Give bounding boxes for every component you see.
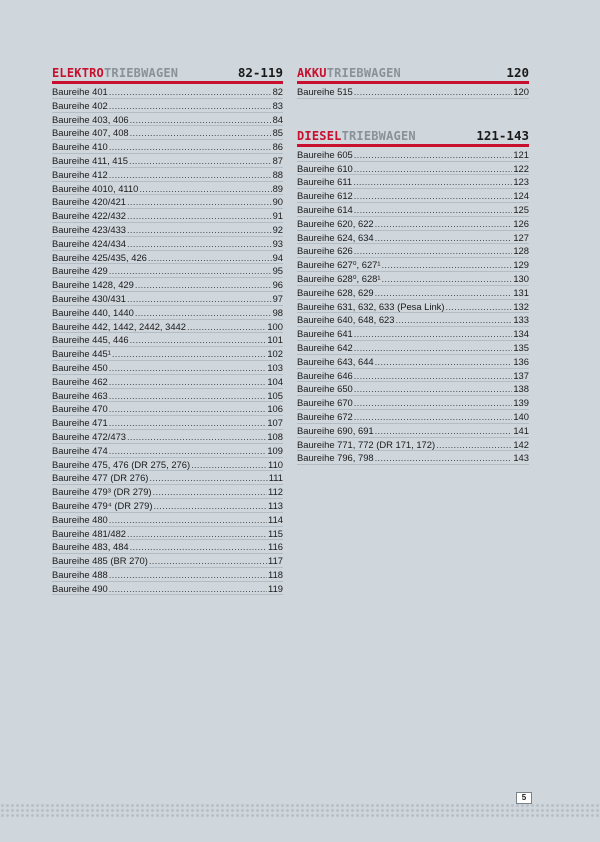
- entry-name: Baureihe 410: [52, 141, 108, 153]
- entry-list: [52, 85, 283, 595]
- toc-entry[interactable]: [297, 162, 529, 176]
- entry-name: Baureihe 796, 798: [297, 452, 374, 464]
- dot-leader: [354, 162, 513, 176]
- toc-entry[interactable]: [52, 568, 283, 582]
- section-title-suffix: TRIEBWAGEN: [103, 66, 179, 80]
- entry-name: Baureihe 429: [52, 265, 108, 277]
- toc-entry[interactable]: [52, 182, 283, 196]
- dot-leader: [139, 182, 271, 196]
- entry-page: 109: [267, 444, 283, 456]
- entry-page: 101: [267, 334, 283, 346]
- entry-page: 140: [513, 410, 529, 422]
- toc-entry[interactable]: [297, 438, 529, 452]
- page-number: 5: [516, 792, 532, 804]
- entry-name: Baureihe 402: [52, 99, 108, 111]
- entry-name: Baureihe 620, 622: [297, 217, 374, 229]
- dot-leader: [354, 410, 513, 424]
- entry-name: Baureihe 631, 632, 633 (Pesa Link): [297, 300, 445, 312]
- toc-entry[interactable]: [297, 382, 529, 396]
- toc-entry[interactable]: [52, 485, 283, 499]
- entry-name: Baureihe 614: [297, 203, 353, 215]
- entry-name: Baureihe 477 (DR 276): [52, 472, 149, 484]
- entry-page: 114: [268, 513, 283, 525]
- entry-name: Baureihe 440, 1440: [52, 306, 134, 318]
- entry-name: Baureihe 463: [52, 389, 108, 401]
- entry-page: 90: [272, 196, 283, 208]
- entry-name: Baureihe 474: [52, 444, 108, 456]
- section-title-suffix: TRIEBWAGEN: [326, 66, 401, 80]
- dot-leader: [109, 168, 272, 182]
- entry-name: Baureihe 690, 691: [297, 424, 374, 436]
- dot-leader: [395, 313, 512, 327]
- entry-page: 88: [272, 168, 283, 180]
- entry-page: 100: [267, 320, 283, 332]
- dot-leader: [109, 264, 272, 278]
- entry-page: 113: [268, 499, 283, 511]
- entry-name: Baureihe 626: [297, 245, 353, 257]
- toc-entry[interactable]: [297, 410, 529, 424]
- entry-name: Baureihe 771, 772 (DR 171, 172): [297, 438, 436, 450]
- toc-entry[interactable]: [297, 341, 529, 355]
- entry-name: Baureihe 483, 484: [52, 541, 129, 553]
- entry-page: 94: [272, 251, 283, 263]
- dot-leader: [135, 306, 272, 320]
- toc-entry[interactable]: [52, 237, 283, 251]
- toc-entry[interactable]: [297, 258, 529, 272]
- entry-name: Baureihe 425/435, 426: [52, 251, 147, 263]
- entry-page: 86: [272, 141, 283, 153]
- entry-name: Baureihe 628⁰, 628¹: [297, 272, 381, 284]
- entry-name: Baureihe 643, 644: [297, 355, 374, 367]
- entry-name: Baureihe 445, 446: [52, 334, 129, 346]
- entry-name: Baureihe 610: [297, 162, 353, 174]
- entry-page: 93: [272, 237, 283, 249]
- entry-name: Baureihe 475, 476 (DR 275, 276): [52, 458, 191, 470]
- dot-leader: [127, 430, 266, 444]
- dot-leader: [127, 209, 272, 223]
- entry-name: Baureihe 420/421: [52, 196, 127, 208]
- dot-leader: [354, 189, 513, 203]
- dot-leader: [375, 217, 513, 231]
- toc-entry[interactable]: [52, 154, 283, 168]
- entry-page: 85: [272, 127, 283, 139]
- entry-name: Baureihe 650: [297, 383, 353, 395]
- entry-name: Baureihe 423/433: [52, 223, 127, 235]
- dot-leader: [354, 203, 513, 217]
- entry-page: 98: [272, 306, 283, 318]
- dot-leader: [109, 582, 267, 596]
- toc-entry[interactable]: [52, 140, 283, 154]
- entry-name: Baureihe 642: [297, 341, 353, 353]
- entry-page: 118: [268, 568, 283, 580]
- toc-entry[interactable]: [297, 217, 529, 231]
- toc-entry[interactable]: [297, 148, 529, 162]
- toc-entry[interactable]: [52, 430, 283, 444]
- entry-page: 89: [272, 182, 283, 194]
- entry-page: 110: [268, 458, 283, 470]
- section-page-range: 120: [506, 65, 529, 80]
- entry-page: 138: [513, 383, 529, 395]
- dot-leader: [153, 499, 267, 513]
- toc-entry[interactable]: [297, 85, 529, 99]
- entry-name: Baureihe 485 (BR 270): [52, 555, 148, 567]
- entry-page: 130: [513, 272, 529, 284]
- entry-name: Baureihe 490: [52, 582, 108, 594]
- dot-leader: [127, 223, 272, 237]
- toc-entry[interactable]: [52, 223, 283, 237]
- entry-page: 105: [267, 389, 283, 401]
- toc-entry[interactable]: [297, 313, 529, 327]
- dot-leader: [130, 333, 267, 347]
- section-diesel: [297, 126, 529, 465]
- entry-page: 106: [267, 403, 283, 415]
- entry-name: Baureihe 445¹: [52, 348, 111, 360]
- entry-page: 102: [267, 348, 283, 360]
- entry-page: 136: [513, 355, 529, 367]
- entry-page: 139: [513, 397, 529, 409]
- entry-name: Baureihe 412: [52, 168, 108, 180]
- toc-entry[interactable]: [52, 499, 283, 513]
- entry-name: Baureihe 627⁰, 627¹: [297, 259, 381, 271]
- dot-leader: [127, 237, 272, 251]
- section-title-prefix: DIESEL: [297, 128, 342, 143]
- entry-page: 132: [513, 300, 529, 312]
- dot-leader: [149, 471, 267, 485]
- dot-leader: [354, 244, 513, 258]
- dot-leader: [375, 286, 513, 300]
- entry-page: 129: [513, 259, 529, 271]
- dot-leader: [354, 369, 513, 383]
- dot-leader: [127, 527, 267, 541]
- dot-leader: [382, 258, 513, 272]
- dot-leader: [375, 451, 513, 465]
- entry-name: Baureihe 471: [52, 417, 108, 429]
- entry-page: 82: [272, 86, 283, 97]
- section-title: [52, 66, 178, 80]
- toc-entry[interactable]: [52, 458, 283, 472]
- toc-entry[interactable]: [52, 264, 283, 278]
- entry-page: 123: [513, 176, 529, 188]
- entry-name: Baureihe 641: [297, 328, 353, 340]
- dot-leader: [354, 327, 513, 341]
- dot-leader: [375, 231, 513, 245]
- toc-entry[interactable]: [52, 513, 283, 527]
- toc-entry[interactable]: [297, 231, 529, 245]
- dot-leader: [109, 513, 267, 527]
- entry-page: 96: [272, 279, 283, 291]
- right-column: [297, 63, 529, 465]
- entry-page: 125: [513, 203, 529, 215]
- dot-leader: [382, 272, 513, 286]
- entry-name: Baureihe 605: [297, 148, 353, 160]
- dot-leader: [112, 347, 266, 361]
- entry-page: 128: [513, 245, 529, 257]
- toc-entry[interactable]: [297, 272, 529, 286]
- dot-leader: [375, 424, 513, 438]
- entry-name: Baureihe 472/473: [52, 430, 127, 442]
- entry-page: 119: [268, 582, 283, 594]
- dot-leader: [127, 292, 272, 306]
- section-header-akku: [297, 63, 529, 84]
- dot-leader: [109, 402, 267, 416]
- entry-name: Baureihe 450: [52, 361, 108, 373]
- section-title-prefix: AKKU: [297, 66, 327, 80]
- entry-page: 116: [268, 541, 283, 553]
- toc-entry[interactable]: [297, 327, 529, 341]
- toc-entry[interactable]: [297, 355, 529, 369]
- dot-leader: [109, 140, 272, 154]
- dot-leader: [187, 320, 266, 334]
- toc-entry[interactable]: [52, 99, 283, 113]
- entry-page: 111: [268, 472, 283, 484]
- section-page-range: 82-119: [237, 65, 283, 80]
- entry-page: 91: [272, 210, 283, 222]
- entry-name: Baureihe 470: [52, 403, 108, 415]
- entry-page: 141: [513, 424, 529, 436]
- toc-entry[interactable]: [52, 168, 283, 182]
- dot-leader: [354, 382, 513, 396]
- dot-leader: [153, 485, 268, 499]
- entry-name: Baureihe 488: [52, 568, 108, 580]
- dot-leader: [135, 278, 272, 292]
- dot-leader: [130, 113, 272, 127]
- dot-leader: [109, 375, 267, 389]
- section-title-suffix: TRIEBWAGEN: [341, 128, 416, 143]
- section-page-range: 121-143: [476, 127, 529, 143]
- left-column: [52, 63, 283, 595]
- section-title: [297, 129, 416, 143]
- entry-page: 115: [268, 527, 283, 539]
- toc-entry[interactable]: [297, 451, 529, 465]
- entry-name: Baureihe 411, 415: [52, 154, 128, 166]
- dot-leader: [353, 175, 512, 189]
- entry-page: 121: [513, 148, 529, 160]
- dot-leader: [436, 438, 512, 452]
- toc-entry[interactable]: [52, 85, 283, 99]
- entry-name: Baureihe 442, 1442, 2442, 3442: [52, 320, 186, 332]
- toc-entry[interactable]: [52, 333, 283, 347]
- toc-entry[interactable]: [52, 126, 283, 140]
- toc-entry[interactable]: [52, 527, 283, 541]
- entry-name: Baureihe 611: [297, 176, 353, 188]
- dot-leader: [354, 396, 513, 410]
- toc-entry[interactable]: [297, 369, 529, 383]
- entry-page: 143: [513, 452, 529, 464]
- entry-page: 83: [272, 99, 283, 111]
- entry-page: 92: [272, 223, 283, 235]
- dot-leader: [130, 540, 267, 554]
- toc-entry[interactable]: [297, 396, 529, 410]
- toc-entry[interactable]: [52, 251, 283, 265]
- toc-entry[interactable]: [297, 175, 529, 189]
- entry-page: 131: [513, 286, 529, 298]
- entry-list: [297, 148, 529, 465]
- entry-page: 108: [267, 430, 283, 442]
- toc-entry[interactable]: [52, 361, 283, 375]
- entry-page: 87: [272, 154, 283, 166]
- entry-name: Baureihe 1428, 429: [52, 279, 134, 291]
- entry-page: 95: [272, 265, 283, 277]
- entry-name: Baureihe 462: [52, 375, 108, 387]
- section-title-prefix: ELEKTRO: [52, 66, 104, 80]
- entry-name: Baureihe 403, 406: [52, 113, 129, 125]
- entry-name: Baureihe 479³ (DR 279): [52, 486, 152, 498]
- entry-page: 135: [513, 341, 529, 353]
- toc-entry[interactable]: [52, 113, 283, 127]
- entry-page: 142: [513, 438, 529, 450]
- toc-entry[interactable]: [297, 424, 529, 438]
- entry-name: Baureihe 4010, 4110: [52, 182, 139, 194]
- toc-entry[interactable]: [52, 389, 283, 403]
- toc-entry[interactable]: [297, 189, 529, 203]
- toc-entry[interactable]: [52, 471, 283, 485]
- section-akku: [297, 63, 529, 99]
- dot-leader: [109, 389, 267, 403]
- toc-entry[interactable]: [52, 540, 283, 554]
- entry-page: 122: [513, 162, 529, 174]
- dot-leader: [191, 458, 267, 472]
- entry-name: Baureihe 407, 408: [52, 127, 129, 139]
- dot-leader: [109, 416, 267, 430]
- entry-page: 97: [272, 292, 283, 304]
- entry-list: [297, 85, 529, 99]
- toc-entry[interactable]: [297, 203, 529, 217]
- entry-name: Baureihe 672: [297, 410, 353, 422]
- toc-entry[interactable]: [297, 300, 529, 314]
- entry-page: 107: [267, 417, 283, 429]
- dot-leader: [354, 148, 513, 162]
- dot-leader: [109, 99, 272, 113]
- dot-leader: [129, 154, 272, 168]
- entry-name: Baureihe 612: [297, 190, 353, 202]
- toc-entry[interactable]: [52, 320, 283, 334]
- entry-page: 126: [513, 217, 529, 229]
- section-title: [297, 66, 401, 80]
- perforation-strip: [0, 803, 600, 817]
- entry-name: Baureihe 628, 629: [297, 286, 374, 298]
- toc-entry[interactable]: [297, 286, 529, 300]
- section-header-elektro: [52, 63, 283, 84]
- entry-name: Baureihe 640, 648, 623: [297, 314, 395, 326]
- entry-name: Baureihe 430/431: [52, 292, 127, 304]
- dot-leader: [109, 444, 267, 458]
- toc-entry[interactable]: [52, 554, 283, 568]
- toc-entry[interactable]: [52, 292, 283, 306]
- toc-entry[interactable]: [297, 244, 529, 258]
- toc-entry[interactable]: [52, 402, 283, 416]
- toc-entry[interactable]: [52, 416, 283, 430]
- entry-name: Baureihe 480: [52, 513, 108, 525]
- entry-page: 120: [513, 86, 529, 97]
- toc-entry[interactable]: [52, 375, 283, 389]
- dot-leader: [148, 251, 272, 265]
- dot-leader: [127, 195, 272, 209]
- entry-page: 103: [267, 361, 283, 373]
- entry-page: 104: [267, 375, 283, 387]
- dot-leader: [354, 341, 513, 355]
- entry-page: 117: [268, 555, 283, 567]
- entry-page: 137: [513, 369, 529, 381]
- entry-page: 84: [272, 113, 283, 125]
- entry-name: Baureihe 424/434: [52, 237, 127, 249]
- entry-name: Baureihe 646: [297, 369, 353, 381]
- entry-page: 134: [513, 328, 529, 340]
- entry-name: Baureihe 624, 634: [297, 231, 374, 243]
- entry-name: Baureihe 481/482: [52, 527, 127, 539]
- toc-entry[interactable]: [52, 209, 283, 223]
- dot-leader: [109, 568, 267, 582]
- entry-name: Baureihe 401: [52, 86, 108, 97]
- toc-entry[interactable]: [52, 444, 283, 458]
- section-header-diesel: [297, 126, 529, 147]
- toc-entry[interactable]: [52, 582, 283, 596]
- entry-page: 127: [513, 231, 529, 243]
- dot-leader: [446, 300, 513, 314]
- dot-leader: [109, 85, 272, 99]
- entry-page: 112: [268, 486, 283, 498]
- toc-entry[interactable]: [52, 195, 283, 209]
- toc-entry[interactable]: [52, 306, 283, 320]
- entry-name: Baureihe 670: [297, 397, 353, 409]
- toc-entry[interactable]: [52, 278, 283, 292]
- entry-name: Baureihe 422/432: [52, 210, 127, 222]
- section-elektro: [52, 63, 283, 595]
- entry-page: 124: [513, 190, 529, 202]
- dot-leader: [149, 554, 267, 568]
- entry-name: Baureihe 515: [297, 86, 353, 97]
- dot-leader: [354, 85, 513, 99]
- entry-page: 133: [513, 314, 529, 326]
- dot-leader: [130, 126, 272, 140]
- entry-name: Baureihe 479⁴ (DR 279): [52, 499, 153, 511]
- dot-leader: [375, 355, 513, 369]
- toc-entry[interactable]: [52, 347, 283, 361]
- dot-leader: [109, 361, 267, 375]
